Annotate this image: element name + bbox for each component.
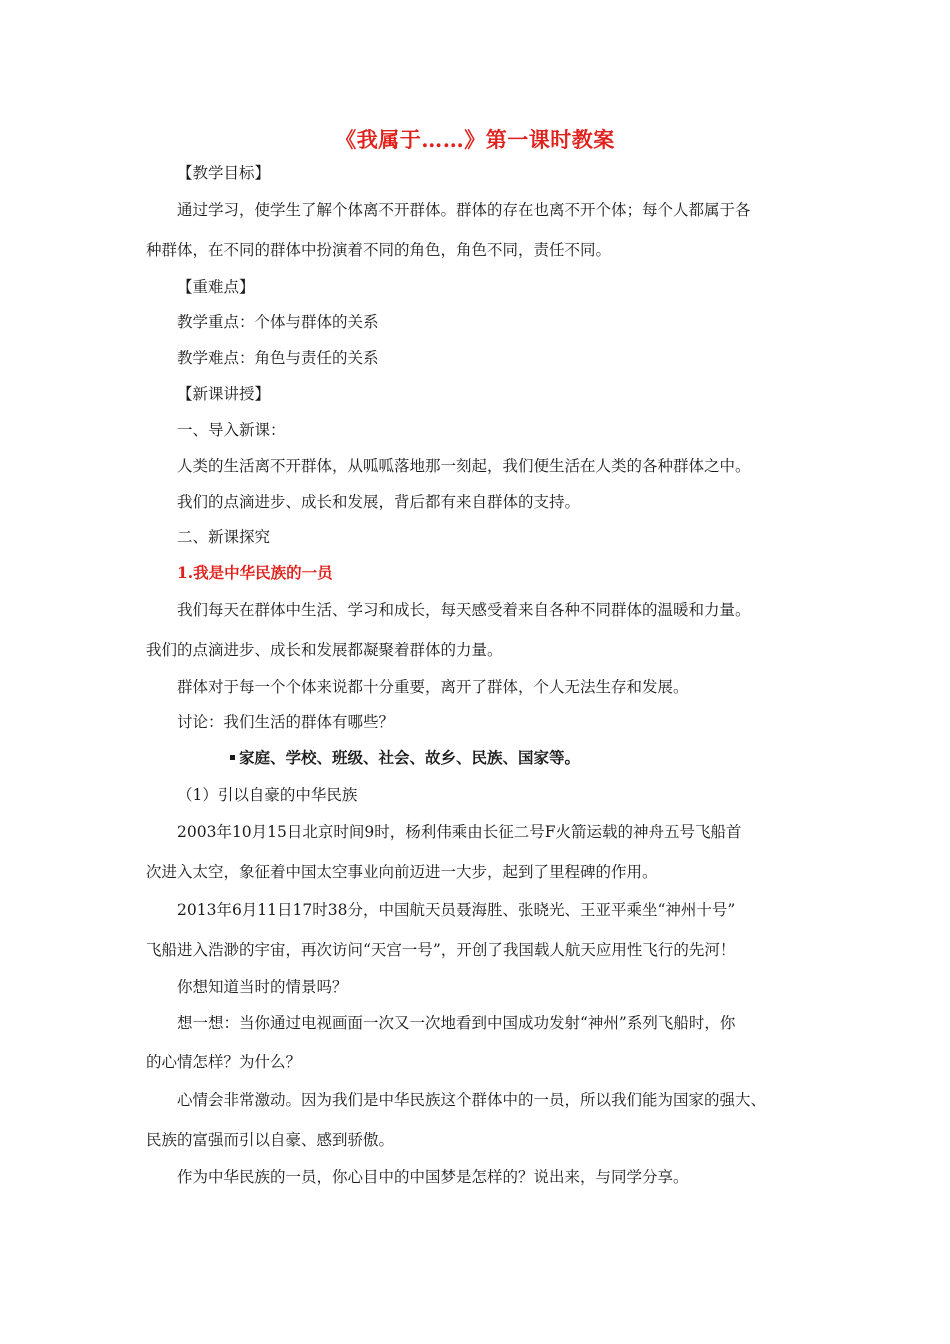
- paragraph-line: 我们的点滴进步、成长和发展都凝聚着群体的力量。: [146, 641, 503, 659]
- paragraph-line: 你想知道当时的情景吗？: [177, 978, 348, 996]
- paragraph-line: 2003年10月15日北京时间9时，杨利伟乘由长征二号F火箭运载的神舟五号飞船首: [177, 823, 742, 841]
- paragraph-line: 飞船进入浩渺的宇宙，再次访问“天宫一号”，开创了我国载人航天应用性飞行的先河！: [146, 941, 736, 959]
- paragraph-line: 想一想：当你通过电视画面一次又一次地看到中国成功发射“神州”系列飞船时，你: [177, 1014, 736, 1032]
- paragraph-line: 我们每天在群体中生活、学习和成长，每天感受着来自各种不同群体的温暖和力量。: [177, 601, 751, 619]
- paragraph-line: 次进入太空，象征着中国太空事业向前迈进一大步，起到了里程碑的作用。: [146, 863, 658, 881]
- bullet-item: [230, 748, 580, 768]
- paragraph-line: 的心情怎样？为什么？: [146, 1053, 302, 1071]
- section-heading-key-points: 【重难点】: [177, 278, 255, 296]
- bullet-marker-icon: [230, 755, 235, 760]
- paragraph-line: 我们的点滴进步、成长和发展，背后都有来自群体的支持。: [177, 493, 581, 511]
- section-heading-objectives: 【教学目标】: [177, 164, 271, 182]
- paragraph-line: 讨论：我们生活的群体有哪些？: [177, 713, 395, 731]
- paragraph-line: 种群体，在不同的群体中扮演着不同的角色，角色不同，责任不同。: [146, 241, 612, 259]
- paragraph-line: 一、导入新课：: [177, 421, 286, 439]
- document-title: 《我属于……》第一课时教案: [335, 127, 615, 152]
- subsection-heading: 1.我是中华民族的一员: [177, 563, 333, 582]
- paragraph-line: 群体对于每一个个体来说都十分重要，离开了群体，个人无法生存和发展。: [177, 678, 689, 696]
- paragraph-line: 民族的富强而引以自豪、感到骄傲。: [146, 1131, 395, 1149]
- paragraph-line: 作为中华民族的一员，你心目中的中国梦是怎样的？说出来，与同学分享。: [177, 1168, 689, 1186]
- paragraph-line: 通过学习，使学生了解个体离不开群体。群体的存在也离不开个体；每个人都属于各: [177, 201, 751, 219]
- paragraph-line: 教学重点：个体与群体的关系: [177, 313, 379, 331]
- paragraph-line: 心情会非常激动。因为我们是中华民族这个群体中的一员，所以我们能为国家的强大、: [177, 1091, 767, 1109]
- paragraph-line: 2013年6月11日17时38分，中国航天员聂海胜、张晓光、王亚平乘坐“神州十号”: [177, 901, 736, 919]
- paragraph-line: 人类的生活离不开群体，从呱呱落地那一刻起，我们便生活在人类的各种群体之中。: [177, 457, 751, 475]
- paragraph-line: （1）引以自豪的中华民族: [177, 786, 358, 804]
- section-heading-new-lesson: 【新课讲授】: [177, 385, 271, 403]
- paragraph-line: 教学难点：角色与责任的关系: [177, 349, 379, 367]
- bullet-text: 家庭、学校、班级、社会、故乡、民族、国家等。: [239, 748, 581, 767]
- paragraph-line: 二、新课探究: [177, 528, 271, 546]
